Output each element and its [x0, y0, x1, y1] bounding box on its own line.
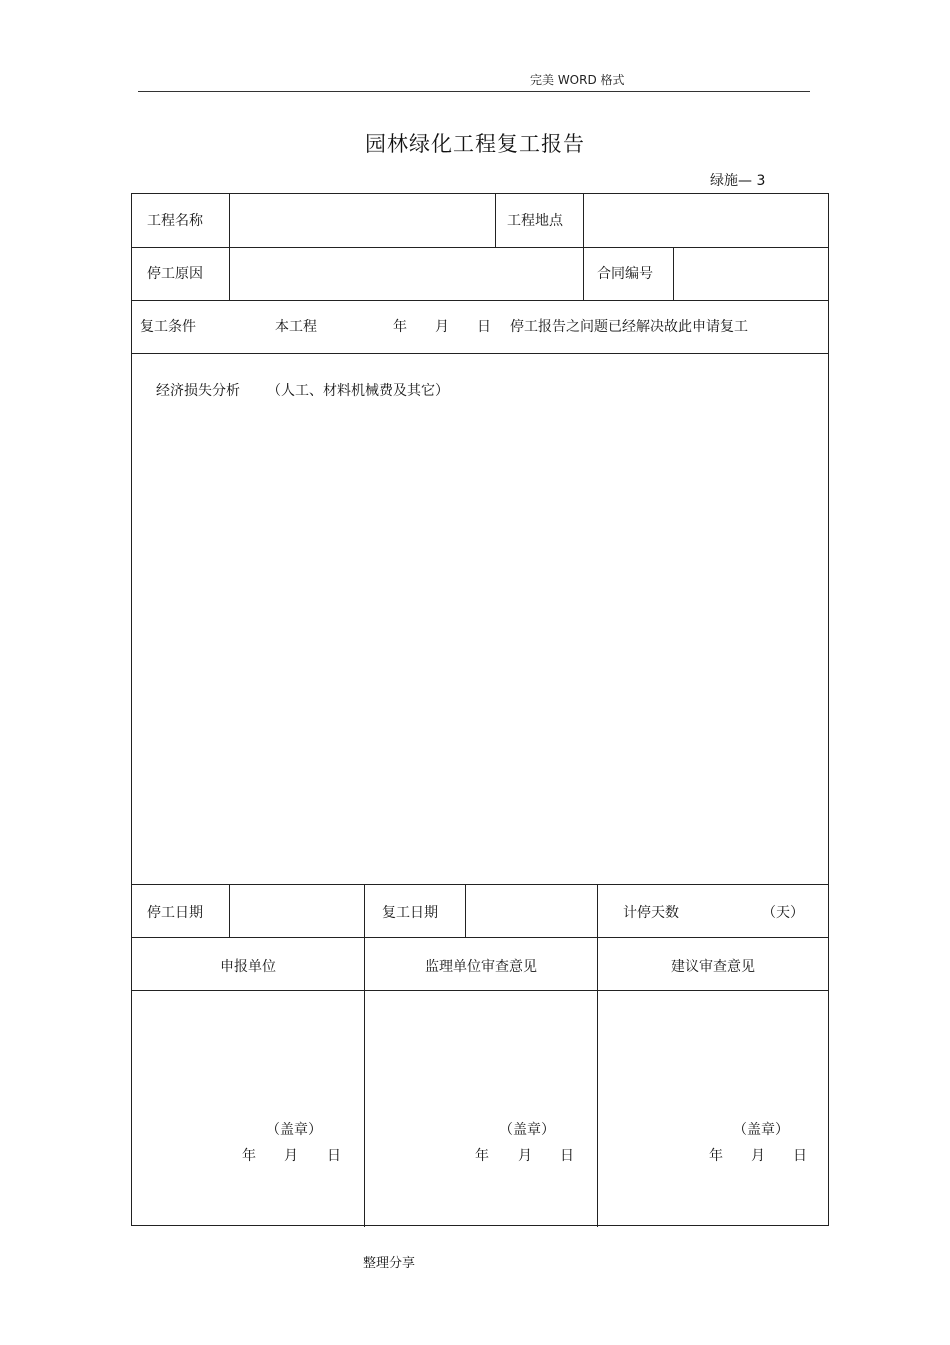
col-divider: [597, 884, 598, 937]
contract-no-field[interactable]: [674, 248, 828, 299]
resume-date-field[interactable]: [466, 885, 596, 936]
applicant-seal: （盖章）: [266, 1122, 322, 1138]
project-name-field[interactable]: [230, 195, 494, 246]
stop-days-label: 计停天数: [623, 905, 679, 921]
suggestion-seal: （盖章）: [733, 1122, 789, 1138]
header-rule: [138, 91, 810, 92]
applicant-day: 日: [327, 1148, 341, 1164]
stop-reason-field[interactable]: [230, 248, 582, 299]
project-location-field[interactable]: [584, 195, 828, 246]
applicant-year: 年: [242, 1148, 256, 1164]
header-text: 完美 WORD 格式: [530, 73, 625, 87]
row-divider: [132, 937, 828, 938]
supervisor-opinion-header: 监理单位审查意见: [425, 959, 537, 975]
supervisor-year: 年: [475, 1148, 489, 1164]
suggestion-month: 月: [751, 1148, 765, 1164]
col-divider: [364, 884, 365, 937]
row-divider: [132, 300, 828, 301]
supervisor-month: 月: [518, 1148, 532, 1164]
stop-days-field[interactable]: [683, 885, 763, 936]
row-divider: [132, 353, 828, 354]
supervisor-seal: （盖章）: [499, 1122, 555, 1138]
resume-condition-label: 复工条件: [140, 319, 196, 335]
suggestion-year: 年: [709, 1148, 723, 1164]
col-divider: [583, 247, 584, 300]
project-name-label: 工程名称: [147, 213, 203, 229]
suggestion-opinion-header: 建议审查意见: [671, 959, 755, 975]
condition-year: 年: [393, 319, 407, 335]
form-code: 绿施— 3: [710, 173, 766, 189]
stop-date-label: 停工日期: [147, 905, 203, 921]
supervisor-day: 日: [560, 1148, 574, 1164]
report-form-table: [131, 193, 829, 1226]
document-title: 园林绿化工程复工报告: [365, 132, 585, 156]
footer-text: 整理分享: [363, 1256, 416, 1271]
condition-month: 月: [435, 319, 449, 335]
col-divider: [597, 937, 598, 1227]
applicant-header: 申报单位: [220, 959, 276, 975]
col-divider: [495, 194, 496, 247]
economic-loss-note: （人工、材料机械费及其它）: [267, 383, 449, 399]
stop-date-field[interactable]: [230, 885, 363, 936]
stop-days-unit: （天）: [762, 905, 804, 921]
applicant-month: 月: [284, 1148, 298, 1164]
economic-loss-label: 经济损失分析: [156, 383, 240, 399]
row-divider: [132, 990, 828, 991]
condition-day: 日: [477, 319, 491, 335]
resume-date-label: 复工日期: [382, 905, 438, 921]
resume-statement: 停工报告之问题已经解决故此申请复工: [510, 319, 748, 335]
suggestion-day: 日: [793, 1148, 807, 1164]
contract-no-label: 合同编号: [597, 266, 653, 282]
stop-reason-label: 停工原因: [147, 266, 203, 282]
this-project-text: 本工程: [275, 319, 317, 335]
project-location-label: 工程地点: [507, 213, 563, 229]
col-divider: [364, 937, 365, 1227]
economic-loss-field[interactable]: [133, 404, 827, 882]
